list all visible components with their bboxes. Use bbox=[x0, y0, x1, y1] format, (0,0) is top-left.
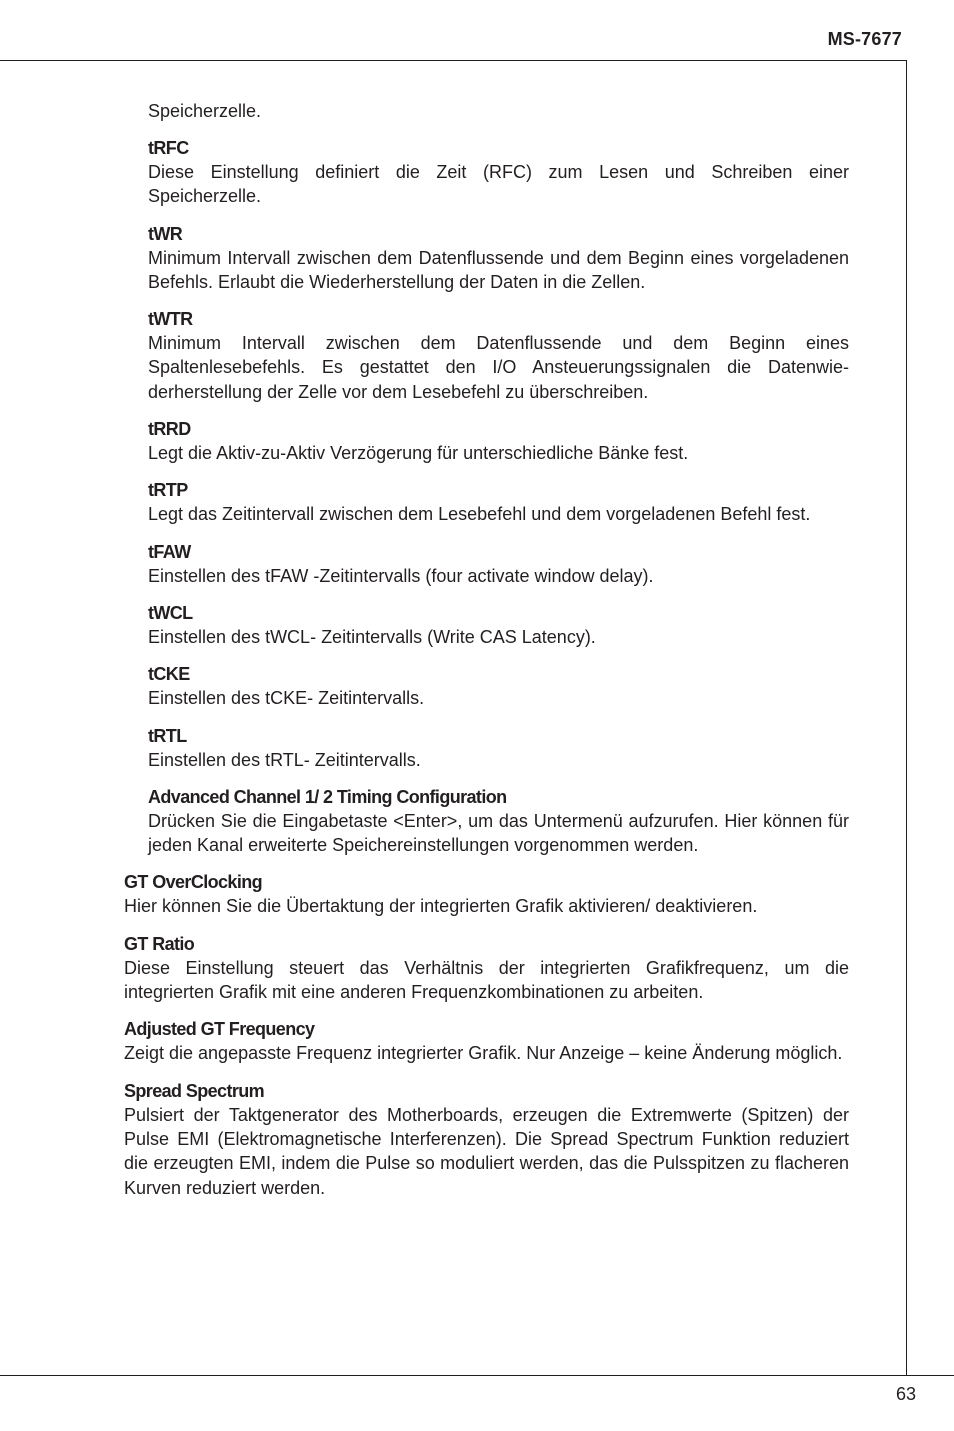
setting-section bbox=[148, 478, 849, 526]
setting-description: Einstellen des tCKE- Zeitintervalls. bbox=[148, 688, 425, 709]
model-number: MS-7677 bbox=[827, 29, 902, 49]
setting-section bbox=[148, 136, 849, 209]
setting-heading: tFAW bbox=[148, 541, 191, 562]
setting-description: Minimum Intervall zwischen dem Datenflussende und dem Beginn eines vorgeladenen Befehls. Erlaubt die Wiederherstellung der Daten in die Zellen. bbox=[148, 247, 849, 292]
setting-description: Einstellen des tFAW -Zeitintervalls (four activate window delay). bbox=[148, 565, 654, 586]
setting-heading: tWR bbox=[148, 223, 183, 244]
setting-heading: tCKE bbox=[148, 664, 190, 685]
setting-heading: GT OverClocking bbox=[124, 872, 263, 893]
setting-section bbox=[124, 1017, 849, 1065]
page-content bbox=[0, 99, 954, 1213]
setting-section bbox=[124, 932, 849, 1005]
setting-section bbox=[148, 222, 849, 295]
setting-description: Einstellen des tRTL- Zeitintervalls. bbox=[148, 749, 421, 770]
setting-section bbox=[124, 1079, 849, 1200]
setting-description: Drücken Sie die Eingabetaste <Enter>, um das Untermenü aufzurufen. Hier können für jeden Kanal erweiterte Speichereinstellungen vorgenommen werden. bbox=[148, 810, 849, 856]
setting-description: Hier können Sie die Übertaktung der integrierten Grafik aktivieren/ deaktivieren. bbox=[124, 896, 758, 917]
setting-description: Legt die Aktiv-zu-Aktiv Verzögerung für unterschiedliche Bänke fest. bbox=[148, 443, 689, 464]
header-rule bbox=[0, 60, 907, 61]
setting-section bbox=[148, 540, 849, 588]
continued-text: Speicherzelle. bbox=[148, 101, 262, 121]
setting-heading: Advanced Channel 1/ 2 Timing Configuration bbox=[148, 786, 507, 807]
setting-heading: Adjusted GT Frequency bbox=[124, 1019, 315, 1040]
setting-section bbox=[148, 662, 849, 710]
setting-description: Zeigt die angepasste Frequenz integrierter Grafik. Nur Anzeige – keine Änderung möglich. bbox=[124, 1043, 843, 1064]
setting-description: Einstellen des tWCL- Zeitintervalls (Write CAS Latency). bbox=[148, 626, 596, 647]
setting-heading: tWCL bbox=[148, 602, 193, 623]
setting-heading: tRRD bbox=[148, 419, 191, 440]
setting-section bbox=[148, 601, 849, 649]
setting-description: Pulsiert der Taktgenerator des Motherboards, erzeugen die Extremwerte (Spitzen) der Pulse EMI (Elektromagnetische Interferenzen). Die Spread Spectrum Funktion reduziert die erzeugten EMI, indem die Pulse so moduliert werden, das die Pulsspitzen zu flacheren Kurven reduziert werden. bbox=[124, 1104, 849, 1198]
page-number: 63 bbox=[895, 1384, 916, 1404]
setting-description: Diese Einstellung steuert das Verhältnis der integrierten Grafikfrequenz, um die integrierten Grafik mit eine anderen Frequenzkombinationen zu arbeiten. bbox=[124, 957, 849, 1003]
footer-rule bbox=[0, 1375, 954, 1376]
setting-heading: Spread Spectrum bbox=[124, 1080, 265, 1101]
setting-heading: tRTL bbox=[148, 725, 187, 746]
setting-heading: tRTP bbox=[148, 480, 188, 501]
settings-list bbox=[0, 136, 954, 1200]
setting-section bbox=[148, 307, 849, 404]
setting-heading: tRFC bbox=[148, 138, 189, 158]
setting-description: Diese Einstellung definiert die Zeit (RFC) zum Lesen und Schreiben einer Speicherzelle. bbox=[148, 162, 849, 207]
setting-section bbox=[148, 785, 849, 858]
setting-section bbox=[148, 417, 849, 465]
setting-description: Legt das Zeitintervall zwischen dem Lesebefehl und dem vorgeladenen Befehl fest. bbox=[148, 504, 811, 525]
setting-section bbox=[124, 870, 849, 918]
setting-section bbox=[148, 724, 849, 772]
setting-heading: GT Ratio bbox=[124, 933, 195, 954]
setting-description: Minimum Intervall zwischen dem Datenflussende und dem Beginn eines Spaltenlesebefehls. Es gestattet den I/O Ansteuerungssignalen die Datenwiederherstellung der Zelle vor dem Lesebefehl zu überschreiben. bbox=[148, 333, 849, 402]
setting-heading: tWTR bbox=[148, 309, 193, 330]
